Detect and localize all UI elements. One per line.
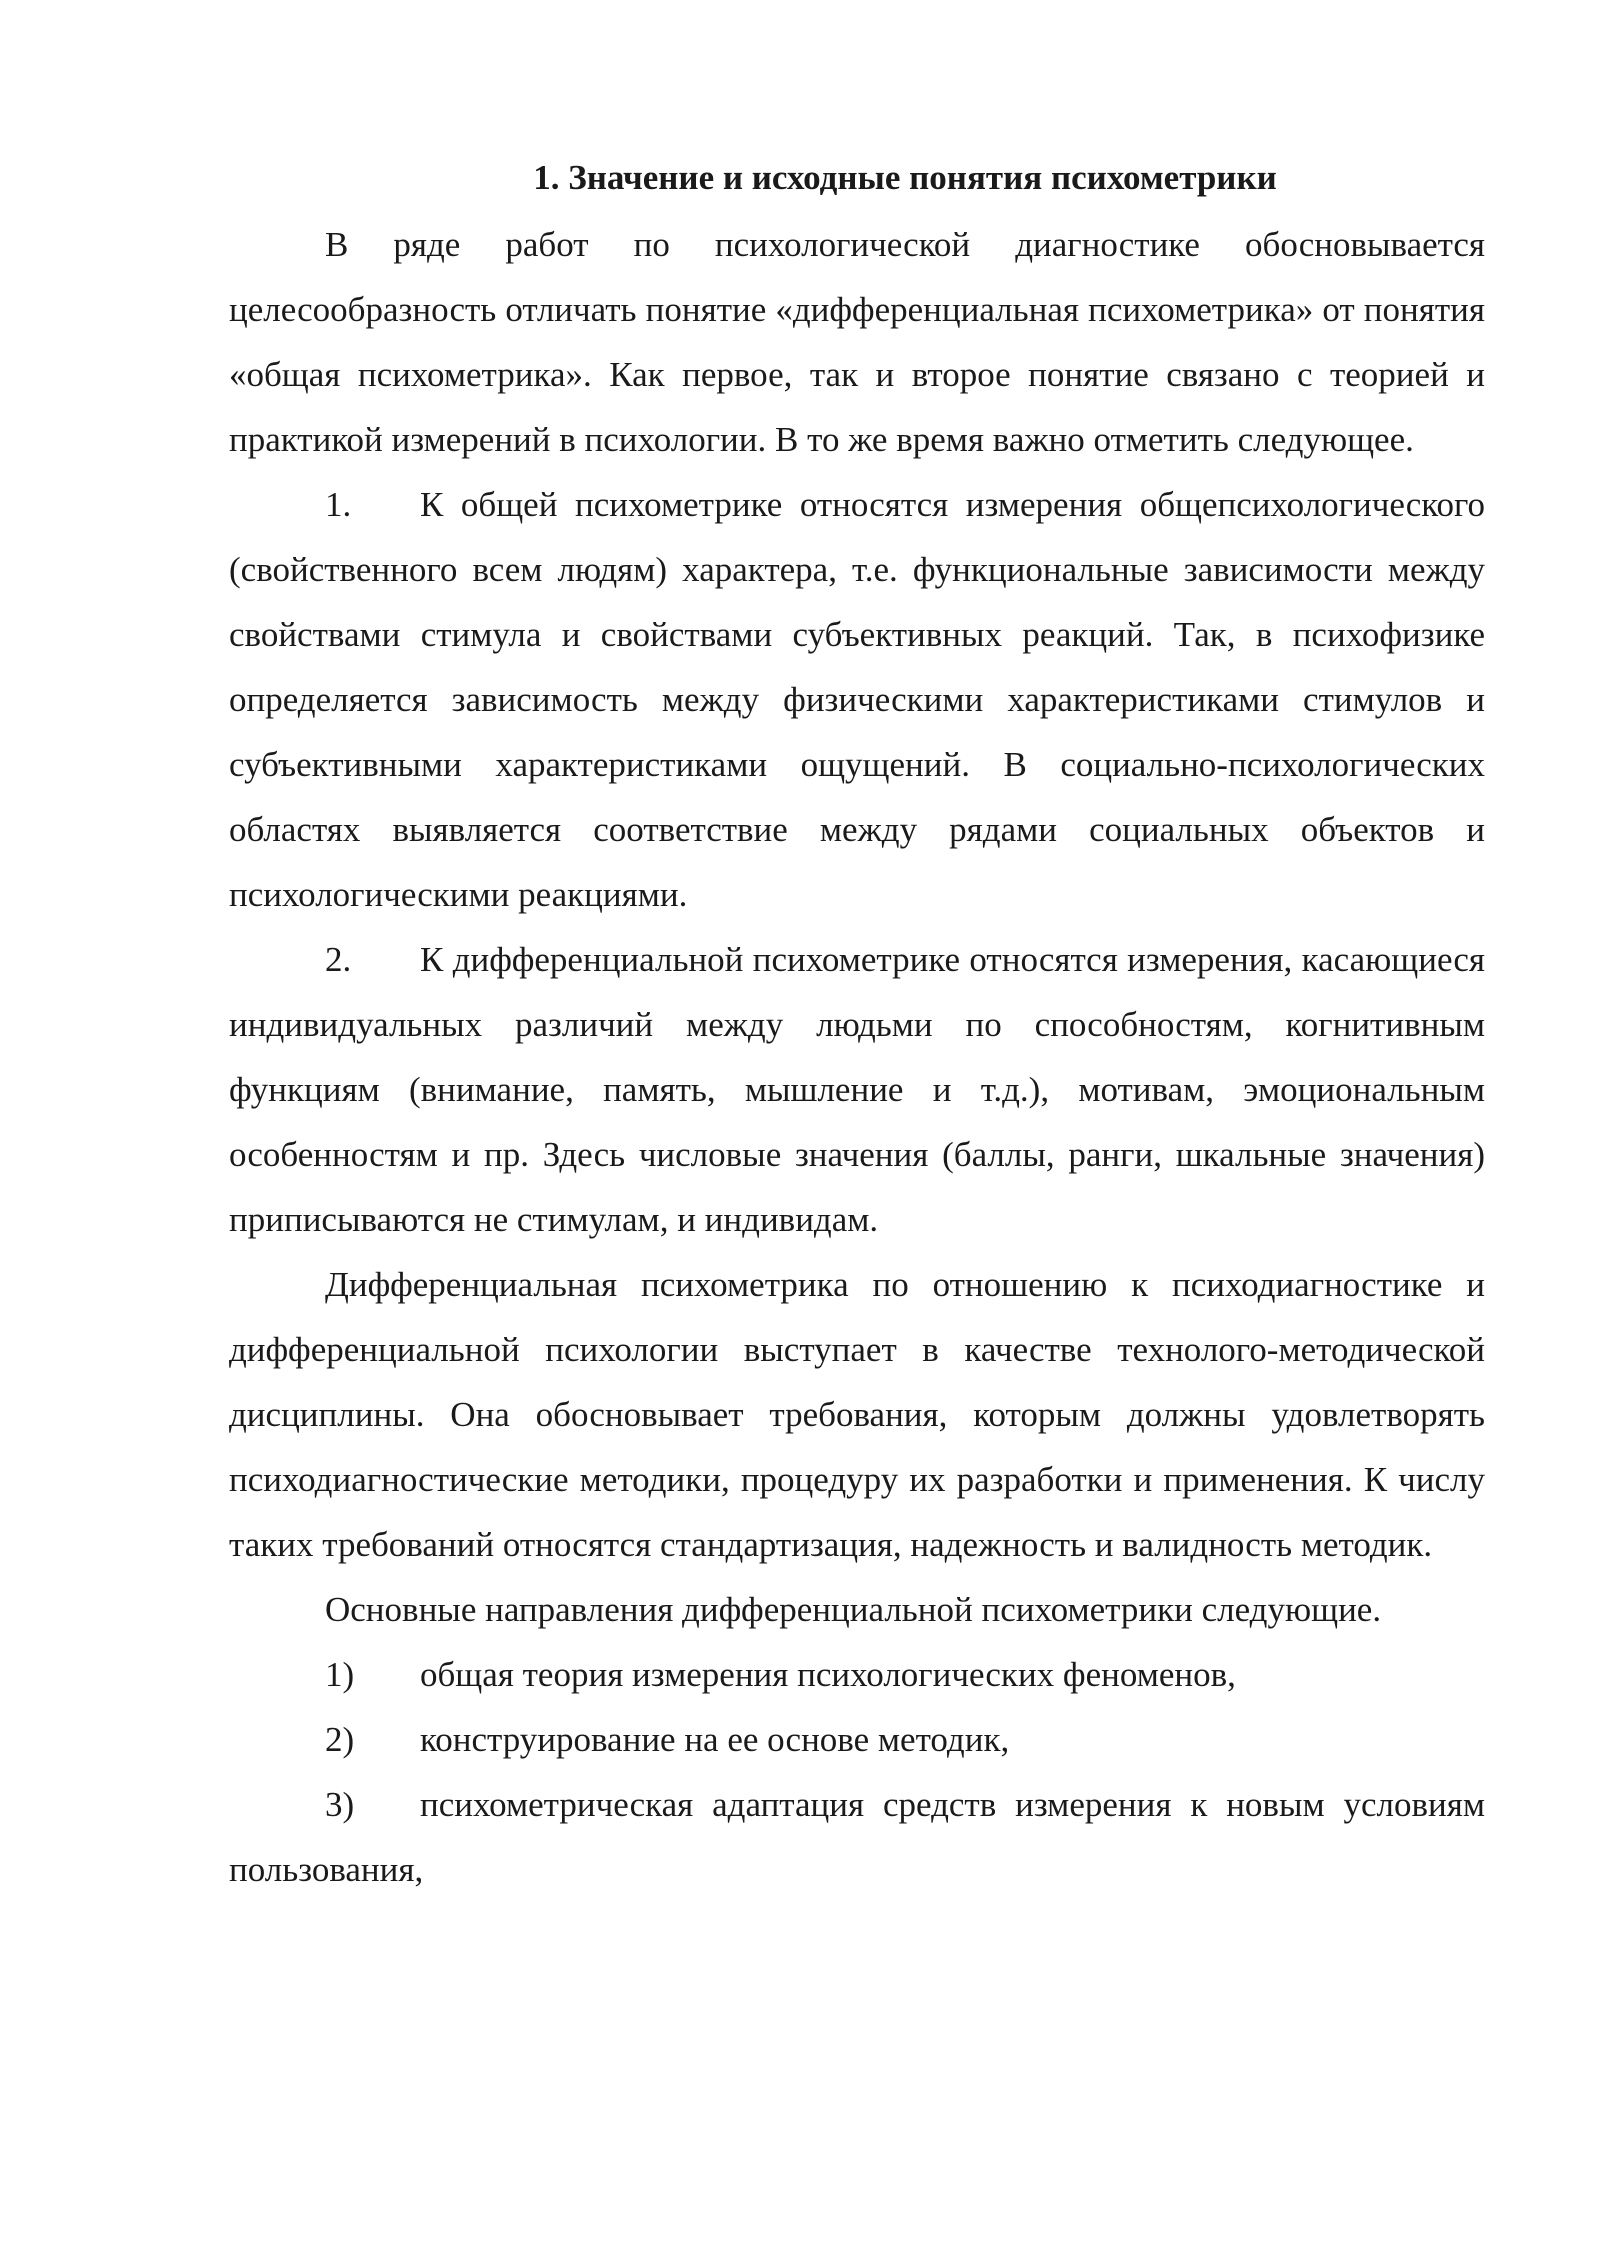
- item-number: 1.: [325, 485, 352, 524]
- item-text: К дифференциальной психометрике относятся измерения, касающиеся индивидуальных различий между людьми по способностям, когнитивным функциям (внимание, память, мышление и т.д.), мотивам, эмоциональным особенностям и пр. Здесь числовые значения (баллы, ранги, шкальные значения) приписываются не стимулам, и индивидам.: [229, 940, 1485, 1239]
- document-body: [229, 148, 1485, 1902]
- direction-item-3: [229, 1772, 1485, 1902]
- numbered-item-1: [229, 472, 1485, 927]
- direction-item-2: [229, 1707, 1485, 1772]
- item-text: конструирование на ее основе методик,: [420, 1720, 1010, 1759]
- body-paragraph: Дифференциальная психометрика по отношению к психодиагностике и дифференциальной психологии выступает в качестве технолого-методической дисциплины. Она обосновывает требования, которым должны удовлетворять психодиагностические методики, процедуру их разработки и применения. К числу таких требований относятся стандартизация, надежность и валидность методик.: [229, 1265, 1485, 1564]
- item-number: 1): [325, 1655, 355, 1694]
- intro-paragraph: В ряде работ по психологической диагностике обосновывается целесообразность отличать понятие «дифференциальная психометрика» от понятия «общая психометрика». Как первое, так и второе понятие связано с теорией и практикой измерений в психологии. В то же время важно отметить следующее.: [229, 225, 1485, 459]
- item-text: К общей психометрике относятся измерения общепсихологического (свойственного всем людям) характера, т.е. функциональные зависимости между свойствами стимула и свойствами субъективных реакций. Так, в психофизике определяется зависимость между физическими характеристиками стимулов и субъективными характеристиками ощущений. В социально-психологических областях выявляется соответствие между рядами социальных объектов и психологическими реакциями.: [229, 485, 1485, 914]
- item-number: 3): [325, 1785, 355, 1824]
- item-number: 2): [325, 1720, 355, 1759]
- section-heading: 1. Значение и исходные понятия психометрики: [533, 158, 1277, 197]
- item-number: 2.: [325, 940, 352, 979]
- numbered-item-2: [229, 927, 1485, 1252]
- item-text: психометрическая адаптация средств измерения к новым условиям пользования,: [229, 1785, 1485, 1889]
- direction-item-1: [229, 1642, 1485, 1707]
- directions-intro: Основные направления дифференциальной психометрики следующие.: [325, 1590, 1382, 1629]
- item-text: общая теория измерения психологических феноменов,: [420, 1655, 1236, 1694]
